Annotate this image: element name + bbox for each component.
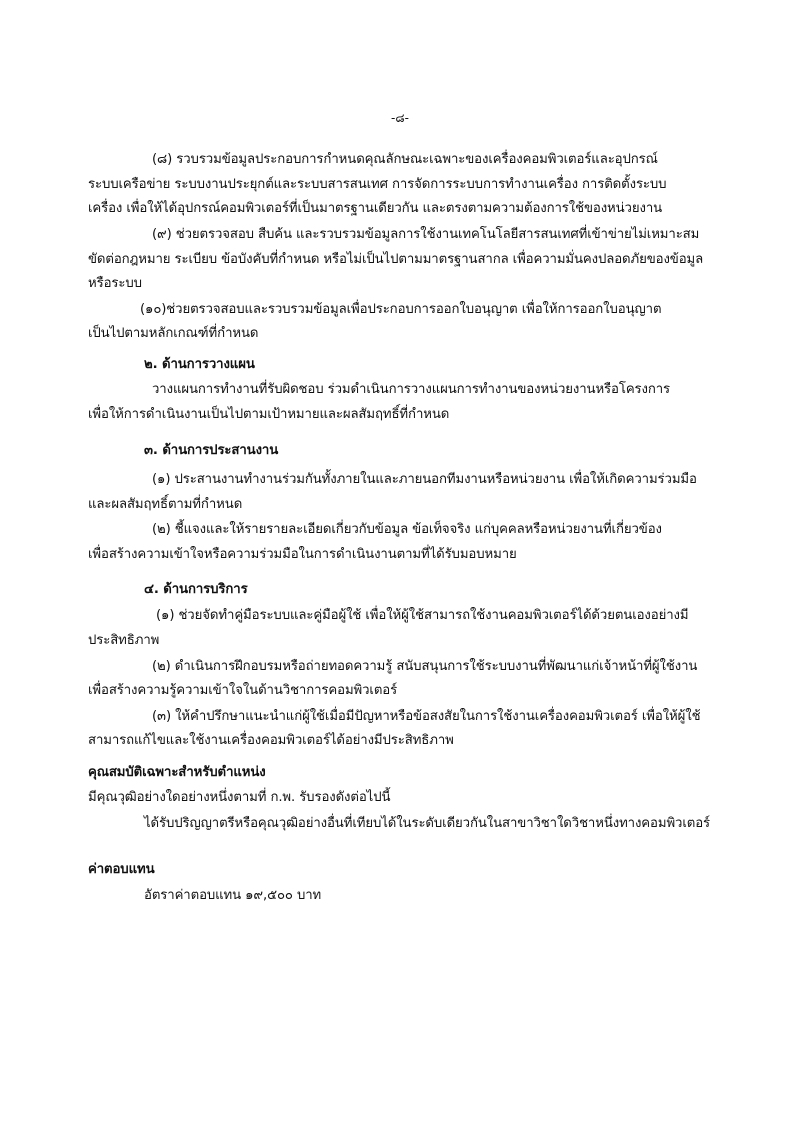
qualifications-intro: มีคุณวุฒิอย่างใดอย่างหนึ่งตามที่ ก.พ. รับรองดังต่อไปนี้ (88, 790, 391, 805)
duty-8-line-1: (๘) รวบรวมข้อมูลประกอบการกำหนดคุณลักษณะเฉพาะของเครื่องคอมพิวเตอร์และอุปกรณ์ (152, 152, 658, 167)
duty-8-line-2: ระบบเครือข่าย ระบบงานประยุกต์และระบบสารสนเทศ การจัดการระบบการทำงานเครื่อง การติดตั้งระบบ (88, 177, 667, 192)
duty-8-line-3: เครื่อง เพื่อให้ได้อุปกรณ์คอมพิวเตอร์ที่เป็นมาตรฐานเดียวกัน และตรงตามความต้องการใช้ของหน่วยงาน (88, 201, 663, 216)
duty-10-line-1: (๑๐)ช่วยตรวจสอบและรวบรวมข้อมูลเพื่อประกอบการออกใบอนุญาต เพื่อให้การออกใบอนุญาต (140, 302, 662, 317)
section-service-heading: ๔. ด้านการบริการ (144, 582, 248, 597)
page-number: -๘- (391, 111, 409, 125)
service-item-2-line-1: (๒) ดำเนินการฝึกอบรมหรือถ่ายทอดความรู้ สนับสนุนการใช้ระบบงานที่พัฒนาแก่เจ้าหน้าที่ผู้ใช้งาน (152, 659, 698, 674)
compensation-heading: ค่าตอบแทน (88, 862, 155, 877)
service-item-1-line-1: (๑) ช่วยจัดทำคู่มือระบบและคู่มือผู้ใช้ เพื่อให้ผู้ใช้สามารถใช้งานคอมพิวเตอร์ได้ด้วยตนเองอย่างมี (156, 608, 689, 623)
section-planning-line-2: เพื่อให้การดำเนินงานเป็นไปตามเป้าหมายและผลสัมฤทธิ์ที่กำหนด (88, 407, 450, 422)
service-item-2-line-2: เพื่อสร้างความรู้ความเข้าใจในด้านวิชาการคอมพิวเตอร์ (88, 683, 398, 698)
service-item-3-line-2: สามารถแก้ไขและใช้งานเครื่องคอมพิวเตอร์ได้อย่างมีประสิทธิภาพ (88, 733, 454, 748)
service-item-3-line-1: (๓) ให้คำปรึกษาแนะนำแก่ผู้ใช้เมื่อมีปัญหาหรือข้อสงสัยในการใช้งานเครื่องคอมพิวเตอร์ เพื่อให้ผู้ใช้ (152, 709, 701, 724)
duty-9-line-3: หรือระบบ (88, 276, 142, 291)
duty-9-line-1: (๙) ช่วยตรวจสอบ สืบค้น และรวบรวมข้อมูลการใช้งานเทคโนโลยีสารสนเทศที่เข้าข่ายไม่เหมาะสม (152, 227, 700, 242)
qualifications-heading: คุณสมบัติเฉพาะสำหรับตำแหน่ง (88, 765, 266, 780)
section-coordination-heading: ๓. ด้านการประสานงาน (144, 443, 279, 458)
service-item-1-line-2: ประสิทธิภาพ (88, 633, 160, 648)
qualifications-detail: ได้รับปริญญาตรีหรือคุณวุฒิอย่างอื่นที่เทียบได้ในระดับเดียวกันในสาขาวิชาใดวิชาหนึ่งทางคอมพิวเตอร์ (144, 816, 711, 831)
coordination-item-2-line-1: (๒) ชี้แจงและให้รายรายละเอียดเกี่ยวกับข้อมูล ข้อเท็จจริง แก่บุคคลหรือหน่วยงานที่เกี่ยวข้อง (152, 522, 662, 537)
section-planning-line-1: วางแผนการทำงานที่รับผิดชอบ ร่วมดำเนินการวางแผนการทำงานของหน่วยงานหรือโครงการ (152, 382, 671, 397)
compensation-detail: อัตราค่าตอบแทน ๑๙,๕๐๐ บาท (144, 888, 322, 903)
coordination-item-2-line-2: เพื่อสร้างความเข้าใจหรือความร่วมมือในการดำเนินงานตามที่ได้รับมอบหมาย (88, 547, 517, 562)
duty-9-line-2: ขัดต่อกฎหมาย ระเบียบ ข้อบังคับที่กำหนด หรือไม่เป็นไปตามมาตรฐานสากล เพื่อความมั่นคงปลอดภัยของข้อมูล (88, 252, 704, 267)
duty-10-line-2: เป็นไปตามหลักเกณฑ์ที่กำหนด (88, 326, 259, 341)
section-planning-heading: ๒. ด้านการวางแผน (144, 357, 255, 372)
coordination-item-1-line-1: (๑) ประสานงานทำงานร่วมกันทั้งภายในและภายนอกทีมงานหรือหน่วยงาน เพื่อให้เกิดความร่วมมือ (152, 472, 697, 487)
coordination-item-1-line-2: และผลสัมฤทธิ์ตามที่กำหนด (88, 497, 243, 512)
